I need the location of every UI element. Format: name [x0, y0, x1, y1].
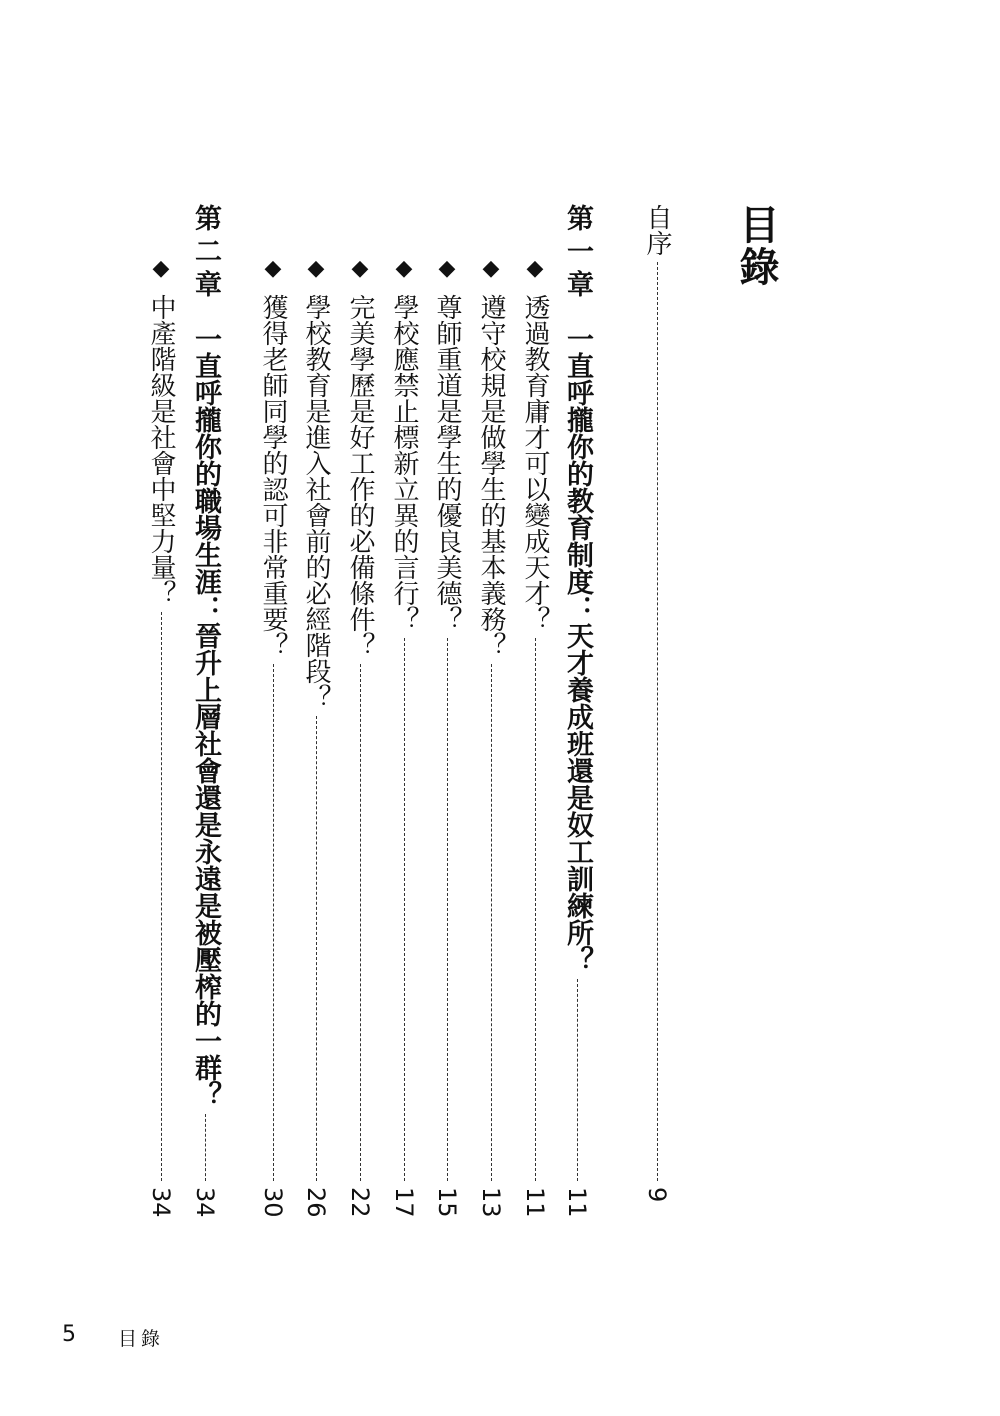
toc-title: 目錄	[733, 204, 780, 288]
entry-text: 自序	[642, 204, 672, 256]
dotted-leader	[316, 716, 317, 1181]
diamond-bullet-icon: ◆	[152, 256, 170, 281]
page-number: 15	[433, 1187, 461, 1218]
toc-entry-item[interactable]	[518, 258, 552, 1225]
dotted-leader	[404, 638, 405, 1181]
page-number: 17	[390, 1187, 418, 1218]
page-number: 26	[302, 1187, 330, 1218]
toc-entry-item[interactable]	[299, 258, 333, 1225]
diamond-bullet-icon: ◆	[351, 256, 369, 281]
chapter-heading	[560, 204, 594, 973]
chapter-label: 第一章	[562, 204, 593, 303]
entry-text: 遵守校規是做學生的基本義務？	[476, 294, 506, 658]
entry-text: 完美學歷是好工作的必備條件？	[345, 294, 375, 658]
dotted-leader	[273, 664, 274, 1181]
page-number: 13	[477, 1187, 505, 1218]
dotted-leader	[535, 638, 536, 1181]
dotted-leader	[657, 262, 658, 1181]
diamond-bullet-icon: ◆	[395, 256, 413, 281]
toc-entry-chapter-2[interactable]	[188, 204, 222, 1225]
diamond-bullet-icon: ◆	[264, 256, 282, 281]
toc-entry-item[interactable]	[430, 258, 464, 1225]
toc-entry-item[interactable]	[343, 258, 377, 1225]
page-number: 11	[563, 1187, 591, 1218]
diamond-bullet-icon: ◆	[438, 256, 456, 281]
page-number: 34	[191, 1187, 219, 1218]
chapter-label: 第二章	[190, 204, 221, 303]
diamond-bullet-icon: ◆	[482, 256, 500, 281]
toc-entry-item[interactable]	[474, 258, 508, 1225]
page-number: 11	[521, 1187, 549, 1218]
chapter-title: 一直呼攏你的職場生涯：晉升上層社會還是永遠是被壓榨的一群？	[190, 325, 221, 1108]
dotted-leader	[161, 612, 162, 1181]
dotted-leader	[360, 664, 361, 1181]
entry-text: 中產階級是社會中堅力量？	[146, 294, 176, 606]
page-number: 30	[259, 1187, 287, 1218]
footer-running-title: 目錄	[118, 1328, 165, 1350]
toc-entry-preface[interactable]	[640, 204, 674, 1225]
toc-entry-item[interactable]	[387, 258, 421, 1225]
chapter-title: 一直呼攏你的教育制度：天才養成班還是奴工訓練所？	[562, 325, 593, 973]
toc-entry-chapter-1[interactable]	[560, 204, 594, 1225]
entry-text: 獲得老師同學的認可非常重要？	[258, 294, 288, 658]
entry-text: 透過教育庸才可以變成天才？	[520, 294, 550, 632]
diamond-bullet-icon: ◆	[526, 256, 544, 281]
page-number: 34	[147, 1187, 175, 1218]
page-number: 22	[346, 1187, 374, 1218]
dotted-leader	[447, 638, 448, 1181]
entry-text: 學校教育是進入社會前的必經階段？	[301, 294, 331, 710]
dotted-leader	[205, 1114, 206, 1181]
page-number: 9	[643, 1187, 671, 1203]
dotted-leader	[491, 664, 492, 1181]
diamond-bullet-icon: ◆	[307, 256, 325, 281]
dotted-leader	[577, 979, 578, 1181]
toc-entry-item[interactable]	[144, 258, 178, 1225]
chapter-heading	[188, 204, 222, 1108]
entry-text: 尊師重道是學生的優良美德？	[432, 294, 462, 632]
toc-entry-item[interactable]	[256, 258, 290, 1225]
entry-text: 學校應禁止標新立異的言行？	[389, 294, 419, 632]
footer-page-number: 5	[62, 1322, 76, 1347]
